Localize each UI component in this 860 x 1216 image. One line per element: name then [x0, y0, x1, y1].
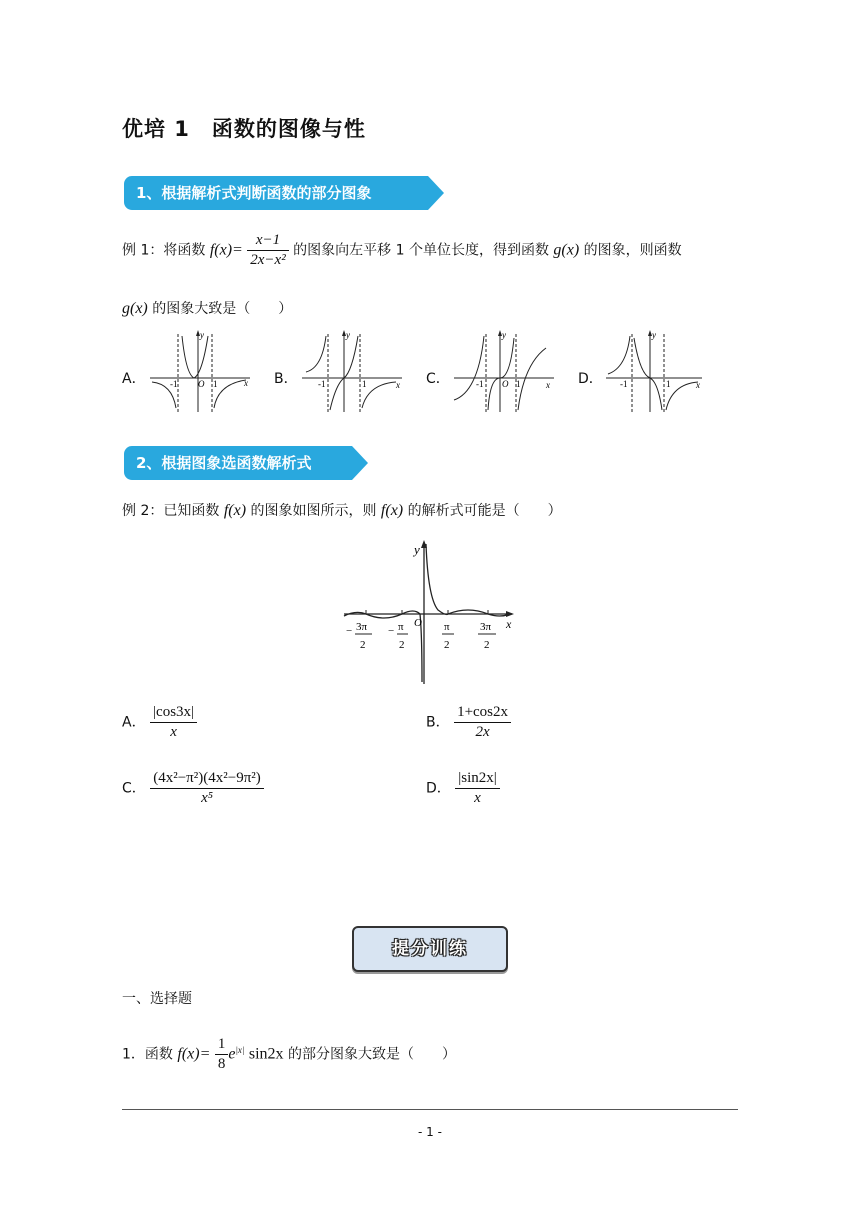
example-2-line	[122, 500, 562, 520]
section-1-label: 1、根据解析式判断函数的部分图象	[136, 184, 372, 202]
banner-arrow-icon	[352, 446, 368, 480]
ex1-denominator: 2x−x²	[250, 252, 286, 268]
graph-d-neg1: -1	[620, 379, 628, 389]
graph-c-y: y	[502, 330, 506, 340]
ex2-tick-4-num: 3π	[480, 621, 492, 633]
ex2-prefix: 例 2：已知函数	[122, 503, 220, 519]
ex2-option-c-fraction	[150, 770, 264, 807]
ex2-option-d-key: D．	[426, 780, 451, 797]
ex1-option-d-label: D．	[578, 371, 603, 387]
ex1-line2: 的图象大致是（ ）	[152, 301, 293, 317]
ex2-option-c-num: (4x²−π²)(4x²−9π²)	[150, 770, 264, 789]
q1-coef-den: 8	[217, 1056, 226, 1072]
ex1-graph-c	[450, 328, 558, 414]
q1-end: 的部分图象大致是（ ）	[287, 1046, 456, 1063]
ex2-option-d	[426, 770, 500, 807]
ex1-mid: 的图象向左平移 1 个单位长度，得到函数	[293, 242, 549, 259]
ex2-option-a-num: |cos3x|	[150, 704, 197, 723]
ex2-fx1: f(x)	[223, 502, 247, 519]
ex1-fraction	[247, 232, 288, 269]
ex2-option-b-key: B．	[426, 714, 450, 731]
ex2-option-c	[122, 770, 264, 807]
ex1-graph-b	[298, 328, 406, 414]
ex1-end: 的图象，则函数	[583, 242, 682, 259]
part-one-heading: 一、选择题	[122, 991, 192, 1007]
graph-a-pos1: 1	[213, 379, 218, 389]
ex2-tick-2-den: 2	[399, 639, 405, 651]
q1-prefix: 1．函数	[122, 1046, 173, 1063]
ex2-option-d-fraction	[455, 770, 500, 807]
footer-rule	[122, 1109, 738, 1110]
ex2-tick-2-num: π	[398, 621, 404, 633]
section-banner-2	[124, 446, 352, 480]
page-title: 优培 1 函数的图像与性	[122, 117, 366, 141]
ex2-tick-1-den: 2	[360, 639, 366, 651]
q1-coefficient	[215, 1036, 229, 1073]
q1-coef-num: 1	[215, 1036, 229, 1055]
ex1-graph-d	[602, 328, 706, 414]
section-banner-1	[124, 176, 428, 210]
ex2-option-a	[122, 704, 197, 741]
ex2-graph-y: y	[414, 542, 420, 557]
graph-d-y: y	[652, 330, 656, 340]
graph-a-origin: O	[198, 379, 205, 389]
ex1-graph-a	[146, 328, 254, 414]
graph-a-neg1: -1	[170, 379, 178, 389]
ex2-mid: 的图象如图所示，则	[250, 503, 377, 519]
q1-e: e	[228, 1045, 236, 1063]
ex2-option-a-key: A．	[122, 714, 146, 731]
ex2-graph-origin: O	[414, 617, 422, 629]
ex2-option-a-fraction	[150, 704, 197, 741]
ex2-graph-x: x	[506, 617, 512, 631]
graph-d-pos1: 1	[666, 379, 671, 389]
graph-c-x: x	[546, 380, 550, 390]
q1-exponent: |x|	[235, 1044, 245, 1055]
ex2-option-a-den: x	[170, 724, 177, 740]
banner-arrow-icon	[428, 176, 444, 210]
q1-fx: f(x)=	[177, 1045, 211, 1063]
page-number: - 1 -	[418, 1125, 442, 1139]
ex1-prefix: 例 1：将函数	[122, 242, 206, 259]
ex2-tick-3-den: 2	[444, 639, 450, 651]
section-2-label: 2、根据图象选函数解析式	[136, 454, 312, 472]
ex2-option-b-fraction	[454, 704, 511, 741]
graph-c-neg1: -1	[476, 379, 484, 389]
ex1-option-b-label: B．	[274, 371, 298, 387]
ex2-option-d-den: x	[474, 790, 481, 806]
graph-b-y: y	[346, 330, 350, 340]
ex2-option-b-num: 1+cos2x	[454, 704, 511, 723]
ex2-tick-2-sign: −	[388, 625, 395, 637]
ex1-gx: g(x)	[553, 241, 580, 259]
graph-b-neg1: -1	[318, 379, 326, 389]
ex1-option-c-label: C．	[426, 371, 450, 387]
question-1	[122, 1036, 456, 1073]
q1-sin: sin2x	[248, 1045, 284, 1063]
ex2-fx2: f(x)	[380, 502, 404, 519]
ex1-numerator: x−1	[247, 232, 288, 251]
graph-b-x: x	[396, 380, 400, 390]
graph-a-y: y	[200, 330, 204, 340]
ex2-tick-1-num: 3π	[356, 621, 368, 633]
ex2-option-b-den: 2x	[475, 724, 490, 740]
ex2-option-b	[426, 704, 511, 741]
ex1-fx: f(x)=	[209, 241, 243, 259]
ex2-option-d-num: |sin2x|	[455, 770, 500, 789]
ex2-tick-4-den: 2	[484, 639, 490, 651]
ex2-end: 的解析式可能是（ ）	[407, 503, 562, 519]
graph-c-origin: O	[502, 379, 509, 389]
training-box: 提分训练	[352, 926, 508, 972]
graph-a-x: x	[244, 378, 248, 388]
ex2-graph	[342, 538, 520, 686]
ex2-option-c-key: C．	[122, 780, 146, 797]
ex1-option-a-label: A．	[122, 371, 146, 387]
ex2-option-c-den: x⁵	[201, 790, 213, 806]
graph-b-pos1: 1	[362, 379, 367, 389]
example-1-line-2	[122, 298, 292, 318]
ex2-tick-3-num: π	[444, 621, 450, 633]
graph-c-pos1: 1	[516, 379, 521, 389]
ex1-line2-gx: g(x)	[122, 300, 148, 317]
example-1-line-1	[122, 232, 682, 269]
ex2-tick-1-sign: −	[346, 625, 353, 637]
graph-d-x: x	[696, 380, 700, 390]
